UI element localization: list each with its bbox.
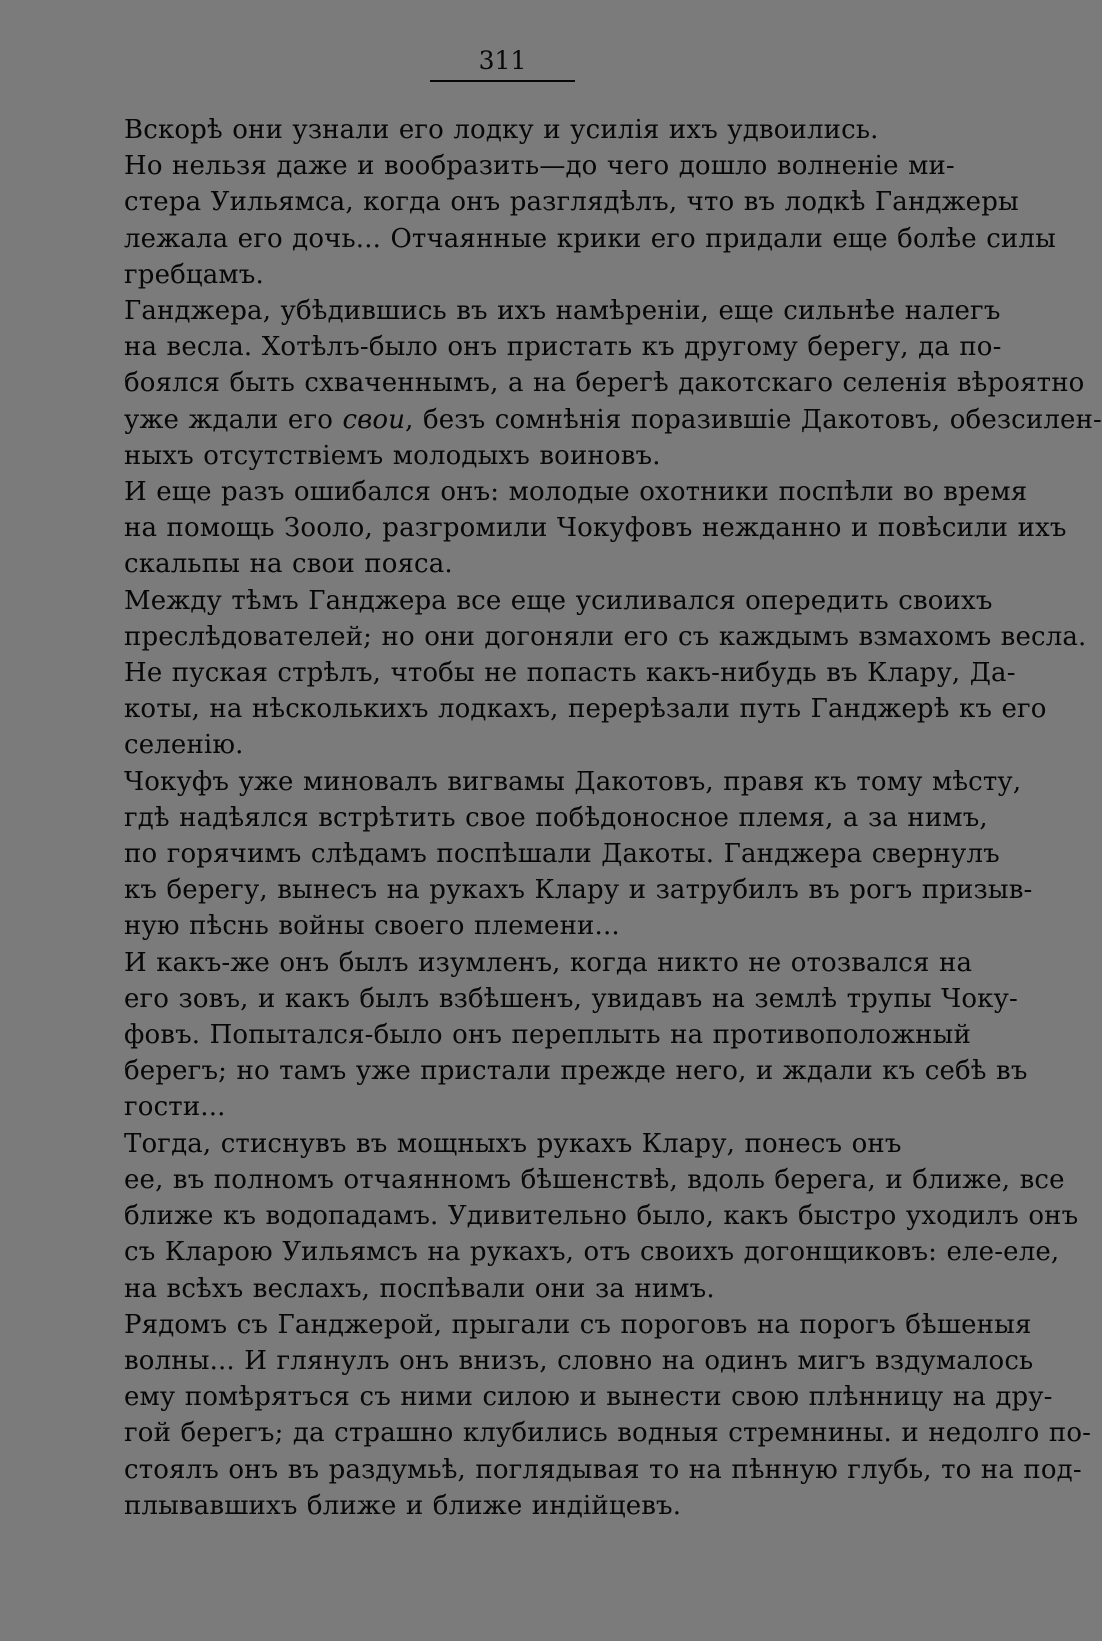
paragraph-6 bbox=[68, 764, 1033, 945]
paragraph-3-line-1: Ганджера, убѣдившись въ ихъ намѣреніи, еще сильнѣе налегъ bbox=[124, 296, 1001, 327]
paragraph-5-line-4: коты, на нѣсколькихъ лодкахъ, перерѣзали путь Ганджерѣ къ его bbox=[124, 694, 1047, 725]
page-text bbox=[68, 112, 1102, 1524]
paragraph-9-line-2: волны... И глянулъ онъ внизъ, словно на одинъ мигъ вздумалось bbox=[124, 1345, 1034, 1376]
paragraph-8-line-1: Тогда, стиснувъ въ мощныхъ рукахъ Клару, понесъ онъ bbox=[124, 1128, 902, 1159]
paragraph-3-line-4: уже ждали его свои, безъ сомнѣнія поразившіе Дакотовъ, обезсилен- bbox=[124, 404, 1102, 435]
paragraph-3-line-2: на весла. Хотѣлъ-было онъ пристать къ другому берегу, да по- bbox=[124, 332, 1002, 363]
paragraph-7-line-5: гости... bbox=[124, 1092, 226, 1123]
paragraph-2-line-3: лежала его дочь... Отчаянные крики его придали еще болѣе силы bbox=[124, 223, 1056, 254]
paragraph-8-line-5: на всѣхъ веслахъ, поспѣвали они за нимъ. bbox=[124, 1273, 715, 1304]
paragraph-5 bbox=[68, 583, 1087, 764]
page-number: 311 bbox=[478, 46, 527, 75]
italic-emphasis: свои bbox=[342, 404, 406, 435]
paragraph-7-line-1: И какъ-же онъ былъ изумленъ, когда никто не отозвался на bbox=[124, 947, 973, 978]
paragraph-7-line-2: его зовъ, и какъ былъ взбѣшенъ, увидавъ на землѣ трупы Чоку- bbox=[124, 983, 1018, 1014]
paragraph-5-line-3: Не пуская стрѣлъ, чтобы не попасть какъ-нибудь въ Клару, Да- bbox=[124, 658, 1016, 689]
paragraph-4 bbox=[68, 474, 1067, 583]
paragraph-6-line-2: гдѣ надѣялся встрѣтить свое побѣдоносное племя, а за нимъ, bbox=[124, 802, 988, 833]
paragraph-4-line-1: И еще разъ ошибался онъ: молодые охотники поспѣли во время bbox=[124, 477, 1028, 508]
paragraph-2-line-4: гребцамъ. bbox=[124, 259, 264, 290]
paragraph-8-line-2: ее, въ полномъ отчаянномъ бѣшенствѣ, вдоль берега, и ближе, все bbox=[124, 1164, 1065, 1195]
paragraph-1-line-1: Вскорѣ они узнали его лодку и усилія ихъ удвоились. bbox=[124, 115, 879, 145]
paragraph-6-line-4: къ берегу, вынесъ на рукахъ Клару и затрубилъ въ рогъ призыв- bbox=[124, 875, 1033, 906]
paragraph-6-line-3: по горячимъ слѣдамъ поспѣшали Дакоты. Ганджера свернулъ bbox=[124, 839, 1000, 870]
paragraph-7 bbox=[68, 945, 1028, 1126]
paragraph-6-line-1: Чокуфъ уже миновалъ вигвамы Дакотовъ, правя къ тому мѣсту, bbox=[124, 766, 1022, 797]
paragraph-9 bbox=[68, 1307, 1092, 1524]
paragraph-9-line-5: стоялъ онъ въ раздумьѣ, поглядывая то на пѣнную глубь, то на под- bbox=[124, 1454, 1082, 1485]
paragraph-2-line-1: Но нельзя даже и вообразить—до чего дошло волненіе ми- bbox=[124, 151, 955, 182]
paragraph-4-line-2: на помощь Зооло, разгромили Чокуфовъ нежданно и повѣсили ихъ bbox=[124, 513, 1067, 544]
paragraph-5-line-1: Между тѣмъ Ганджера все еще усиливался опередить своихъ bbox=[124, 585, 993, 616]
paragraph-8-line-4: съ Кларою Уильямсъ на рукахъ, отъ своихъ догонщиковъ: еле-еле, bbox=[124, 1237, 1060, 1268]
paragraph-5-line-5: селенію. bbox=[124, 730, 244, 761]
paragraph-9-line-4: гой берегъ; да страшно клубились водныя стремнины. и недолго по- bbox=[124, 1418, 1092, 1449]
paragraph-9-line-1: Рядомъ съ Ганджерой, прыгали съ пороговъ на порогъ бѣшеныя bbox=[124, 1309, 1032, 1340]
paragraph-8 bbox=[68, 1126, 1079, 1307]
paragraph-3-line-3: боялся быть схваченнымъ, а на берегѣ дакотскаго селенія вѣроятно bbox=[124, 368, 1085, 399]
paragraph-1 bbox=[68, 112, 936, 148]
paragraph-5-line-2: преслѣдователей; но они догоняли его съ каждымъ взмахомъ весла. bbox=[124, 621, 1087, 652]
paragraph-6-line-5: ную пѣснь войны своего племени... bbox=[124, 911, 620, 942]
paragraph-9-line-6: плывавшихъ ближе и ближе индійцевъ. bbox=[124, 1490, 682, 1521]
paragraph-7-line-3: фовъ. Попытался-было онъ переплыть на противоположный bbox=[124, 1020, 971, 1051]
paragraph-7-line-4: берегъ; но тамъ уже пристали прежде него, и ждали къ себѣ въ bbox=[124, 1056, 1028, 1087]
paragraph-2-line-2: стера Уильямса, когда онъ разглядѣлъ, что въ лодкѣ Ганджеры bbox=[124, 187, 1019, 218]
paragraph-2 bbox=[68, 148, 1056, 293]
paragraph-8-line-3: ближе къ водопадамъ. Удивительно было, какъ быстро уходилъ онъ bbox=[124, 1201, 1079, 1232]
paragraph-4-line-3: скальпы на свои пояса. bbox=[124, 549, 453, 580]
paragraph-3-line-5: ныхъ отсутствіемъ молодыхъ воиновъ. bbox=[124, 440, 661, 471]
paragraph-9-line-3: ему помѣрятъся съ ними силою и вынести свою плѣнницу на дру- bbox=[124, 1382, 1053, 1413]
page-number-rule bbox=[430, 80, 575, 82]
paragraph-3 bbox=[68, 293, 1102, 474]
